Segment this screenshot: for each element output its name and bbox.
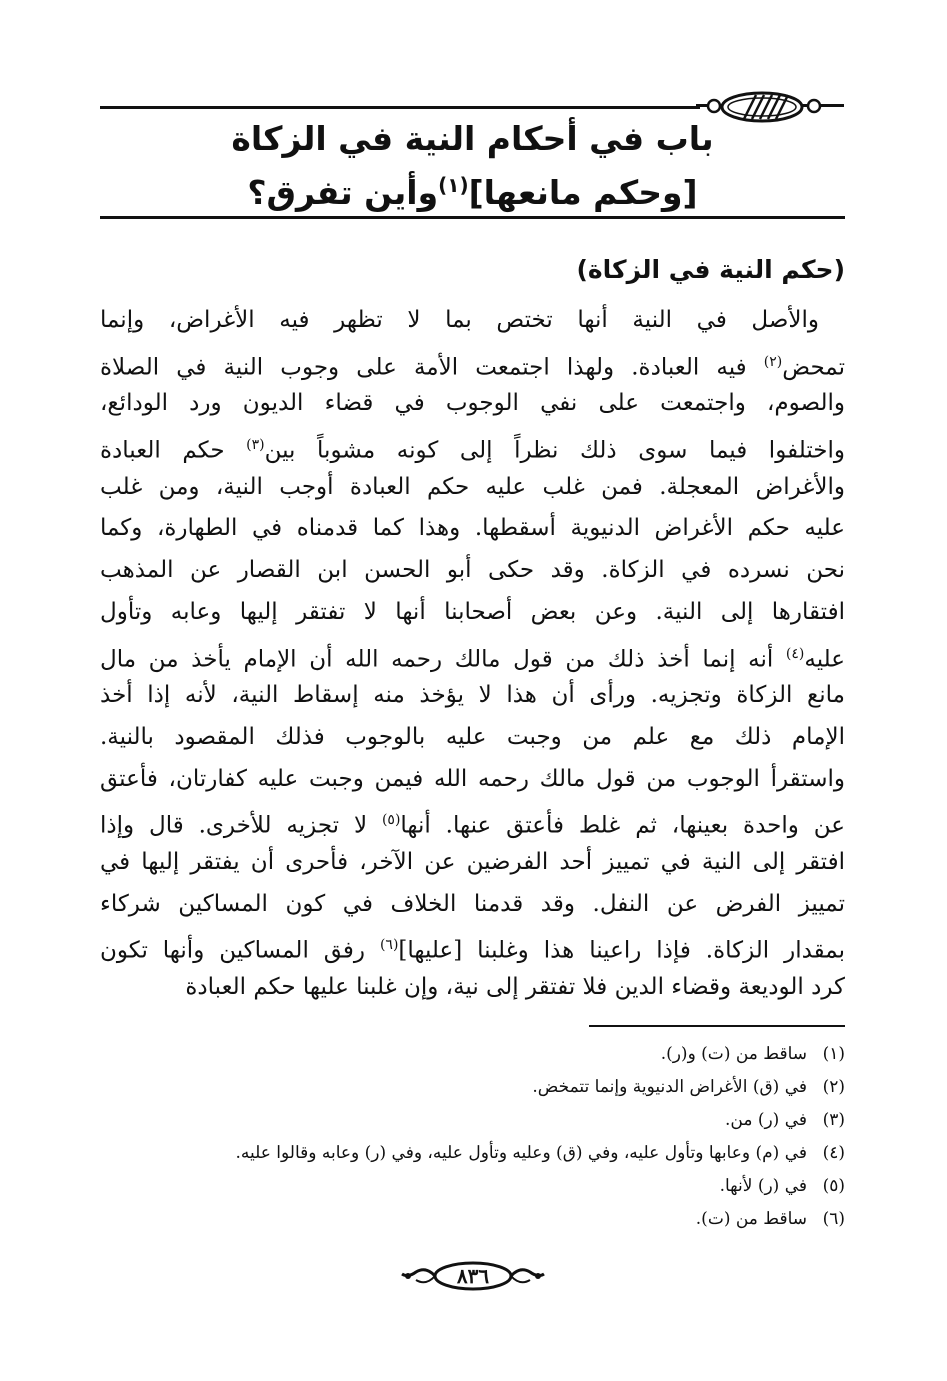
chapter-title-line-1: باب في أحكام النية في الزكاة xyxy=(231,119,714,158)
body-line xyxy=(100,425,845,467)
body-line xyxy=(100,550,845,592)
body-text-segment: عليه حكم الأغراض الدنيوية أسقطها. وهذا كما قدمناه في الطهارة، وكما xyxy=(100,515,845,542)
body-line xyxy=(100,925,845,967)
body-line xyxy=(100,967,845,1009)
body-text xyxy=(100,300,845,1009)
body-line xyxy=(100,467,845,509)
body-text-segment: افتقر إلى النية في تمييز أحد الفرضين عن الآخر، فأحرى أن يفتقر إليها في xyxy=(100,848,845,875)
body-line xyxy=(100,342,845,384)
footnote-ref: (٢) xyxy=(763,353,783,370)
body-line xyxy=(100,634,845,676)
footnote xyxy=(100,1071,845,1104)
footnote-text: في (ر) لأنها. xyxy=(719,1176,807,1196)
body-line xyxy=(100,759,845,801)
body-text-segment: والأصل في النية أنها تختص بما لا تظهر فيه الأغراض، وإنما xyxy=(100,307,819,333)
footnote-text: في (م) وعابها وتأول عليه، وفي (ق) وعليه وتأول عليه، وفي (ر) وعابه وقالوا عليه. xyxy=(235,1143,807,1163)
footnote-separator xyxy=(589,1025,845,1027)
footnote-ref: (٣) xyxy=(246,437,265,454)
footnote-text: في (ر) من. xyxy=(724,1110,807,1130)
body-text-segment: فيه العبادة. ولهذا اجتمعت الأمة على وجوب النية في الصلاة xyxy=(100,354,764,381)
body-line xyxy=(100,884,845,926)
footnote xyxy=(100,1137,845,1170)
body-text-segment: تمييز الفرض عن النفل. وقد قدمنا الخلاف في كون المساكين شركاء xyxy=(100,890,845,917)
chapter-title-question: وأين تفرق؟ xyxy=(247,173,439,212)
body-text-segment: نحن نسرده في الزكاة. وقد حكى أبو الحسن ابن القصار عن المذهب xyxy=(100,557,845,584)
body-text-segment: افتقارها إلى النية. وعن بعض أصحابنا أنها لا تفتقر إليها وعابه وتأول xyxy=(100,598,845,625)
body-line xyxy=(100,592,845,634)
body-text-segment: عليه xyxy=(804,646,845,673)
footnote xyxy=(100,1104,845,1137)
body-line xyxy=(100,300,845,342)
footnote-text: في (ق) الأغراض الدنيوية وإنما تتمخض. xyxy=(532,1077,807,1097)
footnote xyxy=(100,1203,845,1236)
page-number: ٨٣٦ xyxy=(456,1264,490,1288)
body-text-segment: رفق المساكين وأنها تكون xyxy=(100,937,380,964)
footnote-text: ساقط من (ت). xyxy=(695,1209,807,1229)
body-text-segment: بمقدار الزكاة. فإذا راعينا هذا وغلبنا [عليها] xyxy=(398,937,845,964)
footnote-number: (١) xyxy=(822,1044,845,1064)
footnote-ref: (٥) xyxy=(381,812,401,829)
page-number-frame xyxy=(398,1256,548,1296)
header-top-rule xyxy=(100,106,700,109)
body-text-segment: لا تجزيه للأخرى. قال وإذا xyxy=(100,812,382,839)
body-text-segment: الإمام ذلك مع علم من وجبت عليه بالوجوب فذلك المقصود بالنية. xyxy=(100,723,845,750)
body-line xyxy=(100,842,845,884)
body-text-segment: حكم العبادة xyxy=(100,437,247,464)
body-line xyxy=(100,383,845,425)
body-text-segment: أنه إنما أخذ ذلك من قول مالك رحمه الله أن الإمام يأخذ من مال xyxy=(100,646,786,673)
body-line xyxy=(100,717,845,759)
body-text-segment: واستقرأ الوجوب من قول مالك رحمه الله فيمن وجبت عليه كفارتان، فأعتق xyxy=(100,765,845,792)
footnote-ref: (٤) xyxy=(785,645,805,662)
body-text-segment: واختلفوا فيما سوى ذلك نظراً إلى كونه مشوباً بين xyxy=(264,437,845,464)
body-text-segment: والأغراض المعجلة. فمن غلب عليه حكم العبادة أوجب النية، ومن غلب xyxy=(100,473,845,500)
body-text-segment: تمحض xyxy=(782,354,845,381)
footnote-text: ساقط من (ت) و(ر). xyxy=(660,1044,807,1064)
body-line xyxy=(100,675,845,717)
footnote xyxy=(100,1038,845,1071)
footnote-ref: (١) xyxy=(438,173,469,197)
footnote-number: (٤) xyxy=(822,1143,845,1163)
body-line xyxy=(100,508,845,550)
chapter-title-bracket: [وحكم مانعها] xyxy=(468,173,698,212)
chapter-title-line-2 xyxy=(100,162,845,216)
footnote-number: (٦) xyxy=(822,1209,845,1229)
chapter-title xyxy=(100,116,845,216)
body-text-segment: مانع الزكاة وتجزيه. ورأى أن هذا لا يؤخذ منه إسقاط النية، لأنه إذا أخذ xyxy=(100,682,845,709)
body-line xyxy=(100,800,845,842)
footnote-number: (٢) xyxy=(822,1077,845,1097)
footnote xyxy=(100,1170,845,1203)
body-text-segment: كرد الوديعة وقضاء الدين فلا تفتقر إلى نية، وإن غلبنا عليها حكم العبادة xyxy=(185,974,845,1000)
footnotes xyxy=(100,1038,845,1236)
section-heading: (حكم النية في الزكاة) xyxy=(576,255,845,284)
footnote-number: (٣) xyxy=(822,1110,845,1130)
header-bottom-rule xyxy=(100,216,845,219)
body-text-segment: والصوم، واجتمعت على نفي الوجوب في قضاء الديون ورد الودائع، xyxy=(100,390,845,417)
footnote-number: (٥) xyxy=(822,1176,845,1196)
footnote-ref: (٦) xyxy=(379,937,399,954)
body-text-segment: عن واحدة بعينها، ثم غلط فأعتق عنها. أنها xyxy=(400,812,845,839)
